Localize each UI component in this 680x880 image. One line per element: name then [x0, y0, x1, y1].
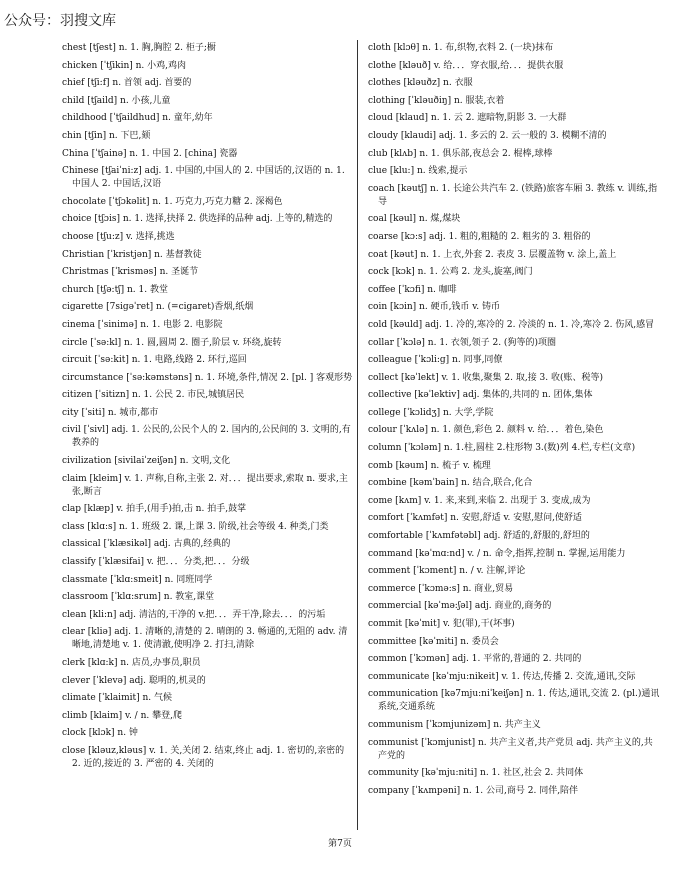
entry-coal: coal [kəul] n. 煤,煤块	[368, 214, 461, 225]
page-number: 第7页	[328, 839, 352, 849]
entry-commercial: commercial [kəˈmə:ʃəl] adj. 商业的,商务的	[368, 601, 552, 612]
entry-comment: comment [ˈkɔment] n. / v. 注解,评论	[368, 566, 526, 577]
entry-coin: coin [kɔin] n. 硬币,钱币 v. 铸币	[368, 302, 501, 313]
entry-class: class [klɑ:s] n. 1. 班级 2. 课,上课 3. 阶级,社会等级 4. 种类,门类	[62, 521, 329, 532]
entry-claim: claim [kleim] v. 1. 声称,自称,主张 2. 对．．．提出要求,索取 n. 要求,主张,断言	[62, 473, 348, 497]
right-column	[368, 42, 661, 802]
entry-community: community [kəˈmju:niti] n. 1. 社区,社会 2. 共同体	[368, 768, 584, 779]
entry-coarse: coarse [kɔ:s] adj. 1. 粗的,粗糙的 2. 粗劣的 3. 粗俗的	[368, 231, 591, 242]
entry-city: city [ˈsiti] n. 城市,都市	[62, 407, 159, 418]
entry-circle: circle [ˈsə:kl] n. 1. 圆,圆周 2. 圈子,阶层 v. 环绕,旋转	[62, 337, 282, 348]
entry-choose: choose [tʃu:z] v. 选择,挑选	[62, 231, 175, 242]
entry-comfort: comfort [ˈkʌmfət] n. 安慰,舒适 v. 安慰,慰问,使舒适	[368, 513, 582, 524]
entry-collar: collar [ˈkɔlə] n. 1. 衣领,领子 2. (狗等的)项圈	[368, 337, 556, 348]
entry-combine: combine [kəmˈbain] n. 结合,联合,化合	[368, 478, 533, 489]
entry-clerk: clerk [klɑ:k] n. 店员,办事员,职员	[62, 658, 201, 668]
entry-coffee: coffee [ˈkɔfi] n. 咖啡	[368, 284, 457, 295]
entry-commit: commit [kəˈmit] v. 犯(罪),干(坏事)	[368, 619, 515, 629]
entry-college: college [ˈkɔlidʒ] n. 大学,学院	[368, 407, 494, 418]
entry-clear: clear [kliə] adj. 1. 清晰的,清楚的 2. 晴朗的 3. 畅通的,无阻的 adv. 清晰地,清楚地 v. 1. 使清澈,使明净 2. 打扫,清除	[62, 627, 348, 651]
entry-circuit: circuit [ˈsə:kit] n. 1. 电路,线路 2. 环行,巡回	[62, 355, 247, 366]
entry-climate: climate [ˈklaimit] n. 气候	[62, 693, 172, 704]
entry-chinese: Chinese [tʃaiˈni:z] adj. 1. 中国的,中国人的 2. 中国话的,汉语的 n. 1. 中国人 2. 中国话,汉语	[62, 166, 345, 190]
entry-cloudy: cloudy [klaudi] adj. 1. 多云的 2. 云一般的 3. 模糊不清的	[368, 130, 607, 141]
entry-communication: communication [kə7mju:niˈkeiʃən] n. 1. 传达,通讯,交流 2. (pl.)通讯系统,交通系统	[368, 689, 660, 713]
left-column	[62, 42, 355, 776]
entry-clothing: clothing [ˈkləuðiŋ] n. 服装,衣着	[368, 95, 505, 106]
entry-communicate: communicate [kəˈmju:nikeit] v. 1. 传达,传播 2. 交流,通讯,交际	[368, 671, 636, 682]
entry-civilization: civilization [sivilaiˈzeiʃən] n. 文明,文化	[62, 456, 231, 467]
entry-command: command [kəˈmɑ:nd] v. / n. 命令,指挥,控制 n. 掌握,运用能力	[368, 548, 626, 559]
entry-cold: cold [kəuld] adj. 1. 冷的,寒冷的 2. 冷淡的 n. 1. 冷,寒冷 2. 伤风,感冒	[368, 319, 655, 330]
entry-close: close [kləuz,kləus] v. 1. 关,关闭 2. 结束,终止 adj. 1. 密切的,亲密的 2. 近的,接近的 3. 严密的 4. 关闭的	[62, 745, 345, 769]
entry-come: come [kʌm] v. 1. 来,来到,来临 2. 出现于 3. 变成,成为	[368, 495, 591, 506]
entry-company: company [ˈkʌmpəni] n. 1. 公司,商号 2. 同伴,陪伴	[368, 785, 579, 796]
entry-colleague: colleague [ˈkɔli:g] n. 同事,同僚	[368, 355, 503, 366]
entry-childhood: childhood [ˈtʃaildhud] n. 童年,幼年	[62, 113, 213, 124]
entry-communism: communism [ˈkɔmjunizəm] n. 共产主义	[368, 719, 541, 730]
column-divider	[357, 40, 358, 830]
entry-classical: classical [ˈklæsikəl] adj. 古典的,经典的	[62, 539, 231, 550]
entry-citizen: citizen [ˈsitizn] n. 1. 公民 2. 市民,城镇居民	[62, 390, 245, 401]
entry-child: child [tʃaild] n. 小孩,儿童	[62, 95, 171, 106]
entry-clean: clean [kli:n] adj. 清洁的,干净的 v.把．．．弄干净,除去．．．的污垢	[62, 609, 326, 620]
entry-comfortable: comfortable [ˈkʌmfətəbl] adj. 舒适的,舒服的,舒坦的	[368, 531, 590, 542]
entry-clue: clue [klu:] n. 线索,提示	[368, 166, 468, 177]
entry-classify: classify [ˈklæsifai] v. 把．．．分类,把．．．分级	[62, 557, 250, 568]
entry-chocolate: chocolate [ˈtʃɔkəlit] n. 1. 巧克力,巧克力糖 2. 深褐色	[62, 196, 283, 207]
entry-column: column [ˈkɔləm] n. 1.柱,圆柱 2.柱形物 3.(数)列 4.栏,专栏(文章)	[368, 443, 636, 454]
entry-collect: collect [kəˈlekt] v. 1. 收集,聚集 2. 取,接 3. 收(账、税等)	[368, 372, 604, 383]
entry-cock: cock [kɔk] n. 1. 公鸡 2. 龙头,旋塞,阀门	[368, 267, 533, 278]
entry-church: church [tʃə:tʃ] n. 1. 教堂	[62, 284, 168, 295]
entry-christian: Christian [ˈkristjən] n. 基督教徒	[62, 249, 202, 260]
entry-clap: clap [klæp] v. 拍手,(用手)拍,击 n. 拍手,鼓掌	[62, 504, 247, 515]
entry-communist: communist [ˈkɔmjunist] n. 共产主义者,共产党员 adj. 共产主义的,共产党的	[368, 737, 653, 761]
entry-colour: colour [ˈkʌlə] n. 1. 颜色,彩色 2. 颜料 v. 给．．．着色,染色	[368, 425, 604, 436]
entry-coat: coat [kəut] n. 1. 上衣,外套 2. 表皮 3. 层覆盖物 v. 涂上,盖上	[368, 249, 617, 260]
entry-civil: civil [ˈsivl] adj. 1. 公民的,公民个人的 2. 国内的,公民间的 3. 文明的,有教养的	[62, 425, 351, 449]
entry-cigarette: cigarette [7sigəˈret] n. (=cigaret)香烟,纸烟	[62, 302, 254, 313]
entry-comb: comb [kəum] n. 梳子 v. 梳理	[368, 460, 491, 471]
entry-climb: climb [klaim] v. / n. 攀登,爬	[62, 710, 182, 721]
entry-club: club [klʌb] n. 1. 俱乐部,夜总会 2. 棍棒,球棒	[368, 148, 553, 159]
entry-chin: chin [tʃin] n. 下巴,颏	[62, 130, 151, 141]
entry-committee: committee [kəˈmiti] n. 委员会	[368, 636, 499, 647]
entry-common: common [ˈkɔmən] adj. 1. 平常的,普通的 2. 共同的	[368, 654, 582, 665]
entry-clever: clever [ˈklevə] adj. 聪明的,机灵的	[62, 675, 206, 686]
entry-chicken: chicken [ˈtʃikin] n. 小鸡,鸡肉	[62, 60, 186, 71]
entry-collective: collective [kəˈlektiv] adj. 集体的,共同的 n. 团体,集体	[368, 390, 593, 401]
entry-chest: chest [tʃest] n. 1. 胸,胸腔 2. 柜子;橱	[62, 43, 216, 53]
page-header: 公众号：羽搜文库	[4, 13, 116, 29]
entry-cinema: cinema [ˈsinimə] n. 1. 电影 2. 电影院	[62, 319, 223, 330]
entry-clock: clock [klɔk] n. 钟	[62, 728, 138, 739]
entry-classroom: classroom [ˈklɑ:srum] n. 教室,课堂	[62, 592, 215, 603]
entry-commerce: commerce [ˈkɔmə:s] n. 商业,贸易	[368, 583, 514, 594]
entry-chief: chief [tʃi:f] n. 首领 adj. 首要的	[62, 78, 192, 89]
entry-cloth: cloth [klɔθ] n. 1. 布,织物,衣料 2. (一块)抹布	[368, 43, 554, 53]
entry-clothe: clothe [kləuð] v. 给．．．穿衣服,给．．．提供衣服	[368, 60, 564, 71]
entry-clothes: clothes [kləuðz] n. 衣服	[368, 78, 473, 89]
entry-cloud: cloud [klaud] n. 1. 云 2. 遮暗物,阴影 3. 一大群	[368, 113, 567, 124]
entry-classmate: classmate [ˈklɑ:smeit] n. 同班同学	[62, 574, 213, 585]
entry-choice: choice [tʃɔis] n. 1. 选择,抉择 2. 供选择的品种 adj. 上等的,精选的	[62, 214, 333, 225]
entry-circumstance: circumstance [ˈsə:kəmstəns] n. 1. 环境,条件,情况 2. [pl. ] 客观形势	[62, 372, 353, 383]
entry-china: China [ˈtʃainə] n. 1. 中国 2. [china] 瓷器	[62, 148, 238, 159]
entry-coach: coach [kəutʃ] n. 1. 长途公共汽车 2. (铁路)旅客车厢 3. 教练 v. 训练,指导	[368, 183, 658, 207]
entry-christmas: Christmas [ˈkrisməs] n. 圣诞节	[62, 267, 199, 278]
